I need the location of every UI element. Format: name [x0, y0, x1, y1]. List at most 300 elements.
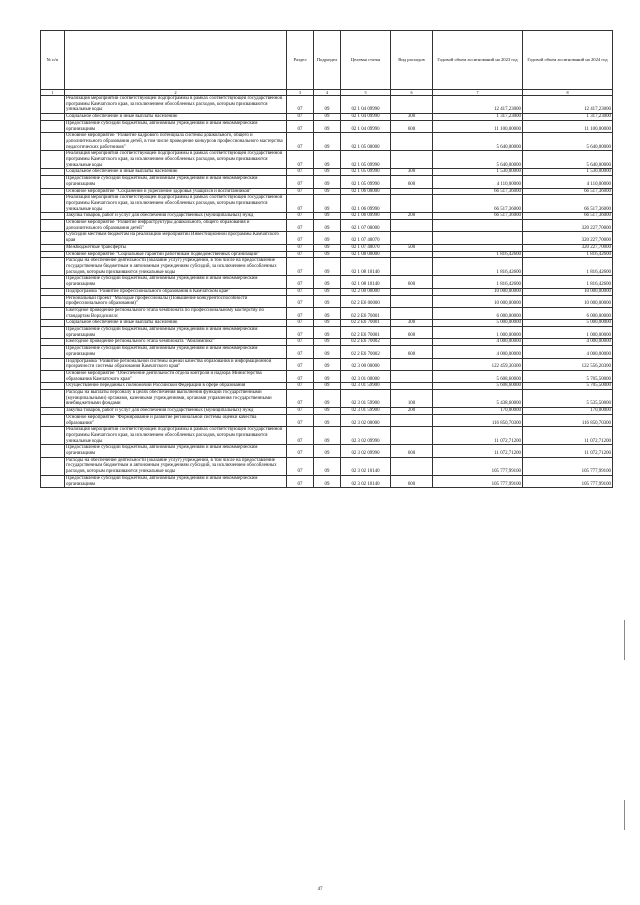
table-row [41, 176, 613, 188]
cell-exp-type [391, 383, 433, 390]
cell-exp-type [391, 358, 433, 370]
cell-name: Закупка товаров, работ и услуг для обеспечения государственных (муниципальных) нужд [65, 213, 287, 220]
cell-exp-type [391, 295, 433, 307]
table-row [41, 320, 613, 327]
cell-section: 07 [287, 114, 314, 121]
cell-exp-type [391, 414, 433, 426]
cell-y2024: 6 000,00000 [523, 307, 613, 319]
cell-y2023: 1 000,00000 [433, 327, 523, 339]
cell-subsection: 09 [314, 195, 341, 213]
cell-y2024: 10 000,00000 [523, 295, 613, 307]
cell-name: Социальное обеспечение и иные выплаты населению [65, 114, 287, 121]
table-row [41, 339, 613, 346]
cell-num [41, 232, 65, 244]
cell-y2023: 5 608,60000 [433, 383, 523, 390]
cell-target: 02 1 08 10140 [341, 276, 391, 288]
header-num: № п/п [41, 31, 65, 90]
cell-y2023: 4 000,00000 [433, 339, 523, 346]
cell-y2024: 4 000,00000 [523, 346, 613, 358]
cell-y2024: 1 530,00000 [523, 169, 613, 176]
cell-y2024: 10 000,00000 [523, 288, 613, 295]
cell-subsection: 09 [314, 327, 341, 339]
cell-name: Основное мероприятие "Формирование и развитие региональной системы оценки качества образования" [65, 414, 287, 426]
header-y2024: Годовой объем ассигнований на 2024 год [523, 31, 613, 90]
cell-section: 07 [287, 445, 314, 457]
cell-y2024: 1 816,42600 [523, 251, 613, 258]
cell-exp-type [391, 307, 433, 319]
cell-y2023: 10 000,00000 [433, 295, 523, 307]
cell-section: 07 [287, 276, 314, 288]
cell-y2023: 5 438,60000 [433, 390, 523, 408]
cell-y2024: 1 816,42600 [523, 258, 613, 276]
cell-y2024: 105 777,99100 [523, 475, 613, 487]
header-row [41, 31, 613, 90]
cell-target: 02 3 02 00000 [341, 414, 391, 426]
table-row [41, 96, 613, 114]
cell-section: 07 [287, 427, 314, 445]
table-row [41, 251, 613, 258]
cell-exp-type [391, 457, 433, 475]
table-row [41, 295, 613, 307]
cell-y2023: 66 517,36000 [433, 195, 523, 213]
cell-target: 02 1 08 00000 [341, 251, 391, 258]
column-number: 2 [65, 90, 287, 96]
scan-edge-mark [624, 620, 625, 660]
cell-name: Предоставление субсидий бюджетным, автономным учреждениям и иным некоммерческим организациям [65, 445, 287, 457]
cell-exp-type: 100 [391, 390, 433, 408]
header-name [65, 31, 287, 90]
cell-y2024: 320 227,70000 [523, 244, 613, 251]
cell-section: 07 [287, 475, 314, 487]
cell-num [41, 383, 65, 390]
cell-section: 07 [287, 195, 314, 213]
cell-name: Расходы на обеспечение деятельности (оказание услуг) учреждений, в том числе на предоставление государственным бюджетным и автономным учреждениям субсидий, за исключением обособленных расходов, которым присваиваются уникальные коды [65, 457, 287, 475]
cell-target: 02 1 04 09990 [341, 114, 391, 121]
cell-y2024: 122 556,20300 [523, 358, 613, 370]
cell-y2023: 1 816,42600 [433, 258, 523, 276]
cell-y2024: 1 317,23000 [523, 114, 613, 121]
cell-section: 07 [287, 251, 314, 258]
cell-name: Социальное обеспечение и иные выплаты населению [65, 169, 287, 176]
cell-num [41, 176, 65, 188]
header-section: Раздел [287, 31, 314, 90]
cell-name: Реализация мероприятий соответствующей подпрограммы в рамках соответствующей государственной программы Камчатского края, за исключением обособленных расходов, которым присваиваются уникальные коды [65, 151, 287, 169]
cell-subsection: 09 [314, 320, 341, 327]
cell-target: 02 2 E6 00000 [341, 295, 391, 307]
cell-subsection: 09 [314, 176, 341, 188]
cell-target: 02 1 07 00000 [341, 220, 391, 232]
cell-section: 07 [287, 339, 314, 346]
table-row [41, 427, 613, 445]
cell-target: 02 3 01 59900 [341, 383, 391, 390]
cell-num [41, 339, 65, 346]
cell-section: 07 [287, 457, 314, 475]
cell-exp-type: 300 [391, 114, 433, 121]
cell-y2024: 5 640,00000 [523, 133, 613, 151]
table-row [41, 390, 613, 408]
cell-exp-type [391, 195, 433, 213]
table-row [41, 258, 613, 276]
cell-y2024: 170,00000 [523, 408, 613, 415]
cell-name: Реализация мероприятий соответствующей подпрограммы в рамках соответствующей государственной программы Камчатского края, за исключением обособленных расходов, которым присваиваются уникальные коды [65, 195, 287, 213]
cell-num [41, 188, 65, 195]
cell-name: Подпрограмма "Развитие профессионального образования в Камчатском крае" [65, 288, 287, 295]
cell-section: 07 [287, 96, 314, 114]
cell-num [41, 244, 65, 251]
cell-y2023: 116 850,70300 [433, 414, 523, 426]
cell-y2024: 66 517,36000 [523, 213, 613, 220]
cell-section: 07 [287, 220, 314, 232]
cell-section: 07 [287, 383, 314, 390]
cell-y2023 [433, 232, 523, 244]
cell-subsection: 09 [314, 414, 341, 426]
cell-target: 02 3 01 00000 [341, 370, 391, 382]
column-number: 7 [433, 90, 523, 96]
cell-name: Межбюджетные трансферты [65, 244, 287, 251]
table-row [41, 307, 613, 319]
table-row [41, 383, 613, 390]
column-number: 3 [287, 90, 314, 96]
cell-num [41, 346, 65, 358]
cell-exp-type: 600 [391, 475, 433, 487]
cell-y2024: 12 417,23000 [523, 96, 613, 114]
cell-exp-type [391, 232, 433, 244]
cell-exp-type [391, 288, 433, 295]
cell-num [41, 475, 65, 487]
cell-name: Региональный проект "Молодые профессионалы (Повышение конкурентоспособности профессионального образования)" [65, 295, 287, 307]
cell-name: Предоставление субсидий бюджетным, автономным учреждениям и иным некоммерческим организациям [65, 327, 287, 339]
budget-table [40, 30, 613, 488]
cell-target: 02 2 E6 70002 [341, 339, 391, 346]
cell-y2023: 66 517,36000 [433, 188, 523, 195]
cell-num [41, 114, 65, 121]
header-exp-type: Вид расходов [391, 31, 433, 90]
header-subsection: Подраздел [314, 31, 341, 90]
table-row [41, 327, 613, 339]
cell-y2023: 5 640,00000 [433, 151, 523, 169]
cell-subsection: 09 [314, 251, 341, 258]
cell-name: Основное мероприятие "Обеспечение деятельности отдела контроля и надзора Министерства образования Камчатского края" [65, 370, 287, 382]
cell-target: 02 1 06 00000 [341, 188, 391, 195]
header-target: Целевая статья [341, 31, 391, 90]
cell-section: 07 [287, 176, 314, 188]
cell-num [41, 408, 65, 415]
cell-name: Реализация мероприятий соответствующей подпрограммы в рамках соответствующей государственной программы Камчатского края, за исключением обособленных расходов, которым присваиваются уникальные коды [65, 96, 287, 114]
cell-subsection: 09 [314, 346, 341, 358]
cell-name: Основное мероприятие "Сохранение и укрепление здоровья учащихся и воспитанников" [65, 188, 287, 195]
cell-section: 07 [287, 244, 314, 251]
cell-subsection: 09 [314, 114, 341, 121]
cell-subsection: 09 [314, 408, 341, 415]
cell-name: Предоставление субсидий бюджетным, автономным учреждениям и иным некоммерческим организациям [65, 276, 287, 288]
cell-y2023: 1 317,23000 [433, 114, 523, 121]
table-row [41, 213, 613, 220]
cell-exp-type [391, 258, 433, 276]
cell-exp-type: 500 [391, 244, 433, 251]
cell-y2023: 1 816,42600 [433, 251, 523, 258]
cell-exp-type: 600 [391, 120, 433, 132]
cell-y2024: 11 072,71200 [523, 427, 613, 445]
column-number: 6 [391, 90, 433, 96]
cell-target: 02 3 02 10140 [341, 475, 391, 487]
table-row [41, 358, 613, 370]
cell-subsection: 09 [314, 244, 341, 251]
cell-y2024: 5 535,50000 [523, 390, 613, 408]
cell-y2023: 5 000,00000 [433, 320, 523, 327]
cell-num [41, 220, 65, 232]
cell-subsection: 09 [314, 169, 341, 176]
cell-y2023: 105 777,99100 [433, 457, 523, 475]
table-row [41, 195, 613, 213]
cell-subsection: 09 [314, 133, 341, 151]
table-row [41, 414, 613, 426]
cell-name: Ежегодное проведение регионального этапа чемпионата "Абилимпикс" [65, 339, 287, 346]
cell-section: 07 [287, 295, 314, 307]
cell-num [41, 427, 65, 445]
cell-section: 07 [287, 120, 314, 132]
cell-exp-type: 200 [391, 408, 433, 415]
cell-name: Закупка товаров, работ и услуг для обеспечения государственных (муниципальных) нужд [65, 408, 287, 415]
cell-name: Осуществление переданных полномочий Российской Федерации в сфере образования [65, 383, 287, 390]
column-number: 8 [523, 90, 613, 96]
cell-y2024: 11 100,00000 [523, 120, 613, 132]
cell-section: 07 [287, 358, 314, 370]
cell-subsection: 09 [314, 295, 341, 307]
cell-num [41, 295, 65, 307]
cell-num [41, 195, 65, 213]
cell-exp-type [391, 151, 433, 169]
cell-num [41, 390, 65, 408]
cell-target: 02 1 08 10140 [341, 258, 391, 276]
cell-num [41, 445, 65, 457]
cell-name: Предоставление субсидий бюджетным, автономным учреждениям и иным некоммерческим организациям [65, 346, 287, 358]
cell-section: 07 [287, 370, 314, 382]
cell-subsection: 09 [314, 96, 341, 114]
cell-y2023: 66 517,36000 [433, 213, 523, 220]
cell-num [41, 276, 65, 288]
table-row [41, 457, 613, 475]
cell-y2024: 1 000,00000 [523, 327, 613, 339]
cell-y2023: 11 100,00000 [433, 120, 523, 132]
cell-y2023: 6 000,00000 [433, 307, 523, 319]
cell-subsection: 09 [314, 276, 341, 288]
cell-subsection: 09 [314, 258, 341, 276]
cell-y2023: 11 072,71200 [433, 427, 523, 445]
cell-num [41, 169, 65, 176]
cell-exp-type [391, 133, 433, 151]
table-row [41, 114, 613, 121]
table-row [41, 346, 613, 358]
table-row [41, 288, 613, 295]
cell-num [41, 213, 65, 220]
cell-num [41, 258, 65, 276]
cell-exp-type: 600 [391, 445, 433, 457]
cell-name: Основное мероприятие "Развитие кадрового потенциала системы дошкольного, общего и дополнительного образования детей, в том числе проведение конкурсов профессионального мастерства педагогических работников" [65, 133, 287, 151]
table-row [41, 120, 613, 132]
table-row [41, 370, 613, 382]
cell-subsection: 09 [314, 370, 341, 382]
cell-target: 02 1 07 40070 [341, 244, 391, 251]
cell-exp-type: 600 [391, 346, 433, 358]
cell-num [41, 133, 65, 151]
cell-subsection: 09 [314, 188, 341, 195]
cell-subsection: 09 [314, 288, 341, 295]
cell-y2023: 1 530,00000 [433, 169, 523, 176]
cell-subsection: 09 [314, 358, 341, 370]
cell-subsection: 09 [314, 307, 341, 319]
cell-section: 07 [287, 327, 314, 339]
table-row [41, 188, 613, 195]
cell-subsection: 09 [314, 457, 341, 475]
cell-y2024: 4 000,00000 [523, 339, 613, 346]
cell-target: 02 2 E6 70001 [341, 307, 391, 319]
column-number: 5 [341, 90, 391, 96]
cell-name: Основное мероприятие "Развитие инфраструктуры дошкольного, общего образования и дополнительного образования детей" [65, 220, 287, 232]
table-body [41, 96, 613, 488]
cell-num [41, 320, 65, 327]
cell-subsection: 09 [314, 213, 341, 220]
cell-section: 07 [287, 408, 314, 415]
cell-num [41, 151, 65, 169]
cell-subsection: 09 [314, 151, 341, 169]
cell-name: Социальное обеспечение и иные выплаты населению [65, 320, 287, 327]
cell-subsection: 09 [314, 220, 341, 232]
cell-name: Расходы на обеспечение деятельности (оказание услуг) учреждений, в том числе на предоставление государственным бюджетным и автономным учреждениям субсидий, за исключением обособленных расходов, которым присваиваются уникальные коды [65, 258, 287, 276]
page-number: 47 [317, 887, 323, 892]
table-row [41, 133, 613, 151]
cell-y2023: 5 608,60000 [433, 370, 523, 382]
cell-name: Подпрограмма "Развитие региональной системы оценки качества образования и информационной прозрачности системы образования Камчатского края" [65, 358, 287, 370]
cell-subsection: 09 [314, 427, 341, 445]
cell-exp-type: 600 [391, 327, 433, 339]
cell-y2023: 1 816,42600 [433, 276, 523, 288]
cell-y2023: 12 417,23000 [433, 96, 523, 114]
cell-subsection: 09 [314, 339, 341, 346]
cell-target: 02 1 05 09990 [341, 176, 391, 188]
cell-section: 07 [287, 288, 314, 295]
table-row [41, 220, 613, 232]
cell-y2023: 11 072,71200 [433, 445, 523, 457]
cell-exp-type [391, 251, 433, 258]
cell-target: 02 3 01 59900 [341, 390, 391, 408]
cell-section: 07 [287, 320, 314, 327]
header-y2023: Годовой объем ассигнований на 2023 год [433, 31, 523, 90]
table-row [41, 151, 613, 169]
table-row [41, 232, 613, 244]
cell-target: 02 3 02 09990 [341, 445, 391, 457]
cell-y2024: 66 517,36000 [523, 195, 613, 213]
cell-subsection: 09 [314, 390, 341, 408]
cell-exp-type [391, 96, 433, 114]
cell-y2023: 4 000,00000 [433, 346, 523, 358]
table-row [41, 475, 613, 487]
cell-section: 07 [287, 414, 314, 426]
cell-target: 02 3 02 09990 [341, 427, 391, 445]
cell-section: 07 [287, 232, 314, 244]
cell-y2023: 105 777,99100 [433, 475, 523, 487]
cell-y2024: 320 227,70000 [523, 220, 613, 232]
cell-name: Основное мероприятие "Социальные гарантии работникам подведомственных организаций" [65, 251, 287, 258]
column-number: 1 [41, 90, 65, 96]
cell-section: 07 [287, 213, 314, 220]
table-row [41, 445, 613, 457]
cell-exp-type [391, 427, 433, 445]
cell-subsection: 09 [314, 120, 341, 132]
cell-y2024: 1 816,42600 [523, 276, 613, 288]
cell-y2023: 170,00000 [433, 408, 523, 415]
cell-target: 02 1 04 09990 [341, 96, 391, 114]
cell-exp-type: 300 [391, 169, 433, 176]
cell-y2024: 5 705,50000 [523, 370, 613, 382]
cell-name: Предоставление субсидий бюджетным, автономным учреждениям и иным некоммерческим организациям [65, 176, 287, 188]
cell-section: 07 [287, 133, 314, 151]
cell-y2024: 5 000,00000 [523, 320, 613, 327]
cell-section: 07 [287, 258, 314, 276]
table-row [41, 244, 613, 251]
cell-y2024: 5 705,50000 [523, 383, 613, 390]
cell-name: Расходы на выплаты персоналу в целях обеспечения выполнения функций государственными (муниципальными) органами, казенными учреждениями, органами управления государственными внебюджетными фондами [65, 390, 287, 408]
cell-y2024: 105 777,99100 [523, 457, 613, 475]
cell-target: 02 2 00 00000 [341, 288, 391, 295]
cell-target: 02 1 05 09990 [341, 151, 391, 169]
cell-num [41, 96, 65, 114]
cell-subsection: 09 [314, 232, 341, 244]
cell-num [41, 370, 65, 382]
cell-exp-type [391, 188, 433, 195]
cell-num [41, 358, 65, 370]
cell-name: Субсидии местным бюджетам на реализацию мероприятий Инвестиционной программы Камчатского края [65, 232, 287, 244]
cell-target: 02 1 05 00000 [341, 133, 391, 151]
cell-target: 02 3 00 00000 [341, 358, 391, 370]
cell-exp-type: 600 [391, 176, 433, 188]
cell-subsection: 09 [314, 445, 341, 457]
cell-y2023: 4 110,00000 [433, 176, 523, 188]
cell-section: 07 [287, 390, 314, 408]
column-number: 4 [314, 90, 341, 96]
cell-num [41, 414, 65, 426]
cell-num [41, 327, 65, 339]
cell-name: Предоставление субсидий бюджетным, автономным учреждениям и иным некоммерческим организациям [65, 120, 287, 132]
cell-target: 02 2 E6 70001 [341, 320, 391, 327]
cell-target: 02 2 E6 70001 [341, 327, 391, 339]
cell-section: 07 [287, 307, 314, 319]
cell-target: 02 1 05 09990 [341, 169, 391, 176]
cell-exp-type: 600 [391, 276, 433, 288]
cell-num [41, 251, 65, 258]
cell-target: 02 3 02 10140 [341, 457, 391, 475]
cell-subsection: 09 [314, 475, 341, 487]
table-row [41, 408, 613, 415]
cell-y2024: 320 227,70000 [523, 232, 613, 244]
table-row [41, 276, 613, 288]
cell-name: Реализация мероприятий соответствующей подпрограммы в рамках соответствующей государственной программы Камчатского края, за исключением обособленных расходов, которым присваиваются уникальные коды [65, 427, 287, 445]
cell-y2024: 4 110,00000 [523, 176, 613, 188]
cell-y2024: 11 072,71200 [523, 445, 613, 457]
scan-edge-mark [624, 800, 625, 830]
cell-exp-type [391, 220, 433, 232]
cell-exp-type [391, 339, 433, 346]
cell-subsection: 09 [314, 383, 341, 390]
cell-y2023: 5 640,00000 [433, 133, 523, 151]
cell-y2024: 5 640,00000 [523, 151, 613, 169]
cell-exp-type: 200 [391, 213, 433, 220]
cell-section: 07 [287, 346, 314, 358]
cell-num [41, 307, 65, 319]
cell-target: 02 1 06 09990 [341, 195, 391, 213]
cell-target: 02 3 01 59900 [341, 408, 391, 415]
cell-section: 07 [287, 169, 314, 176]
cell-num [41, 120, 65, 132]
